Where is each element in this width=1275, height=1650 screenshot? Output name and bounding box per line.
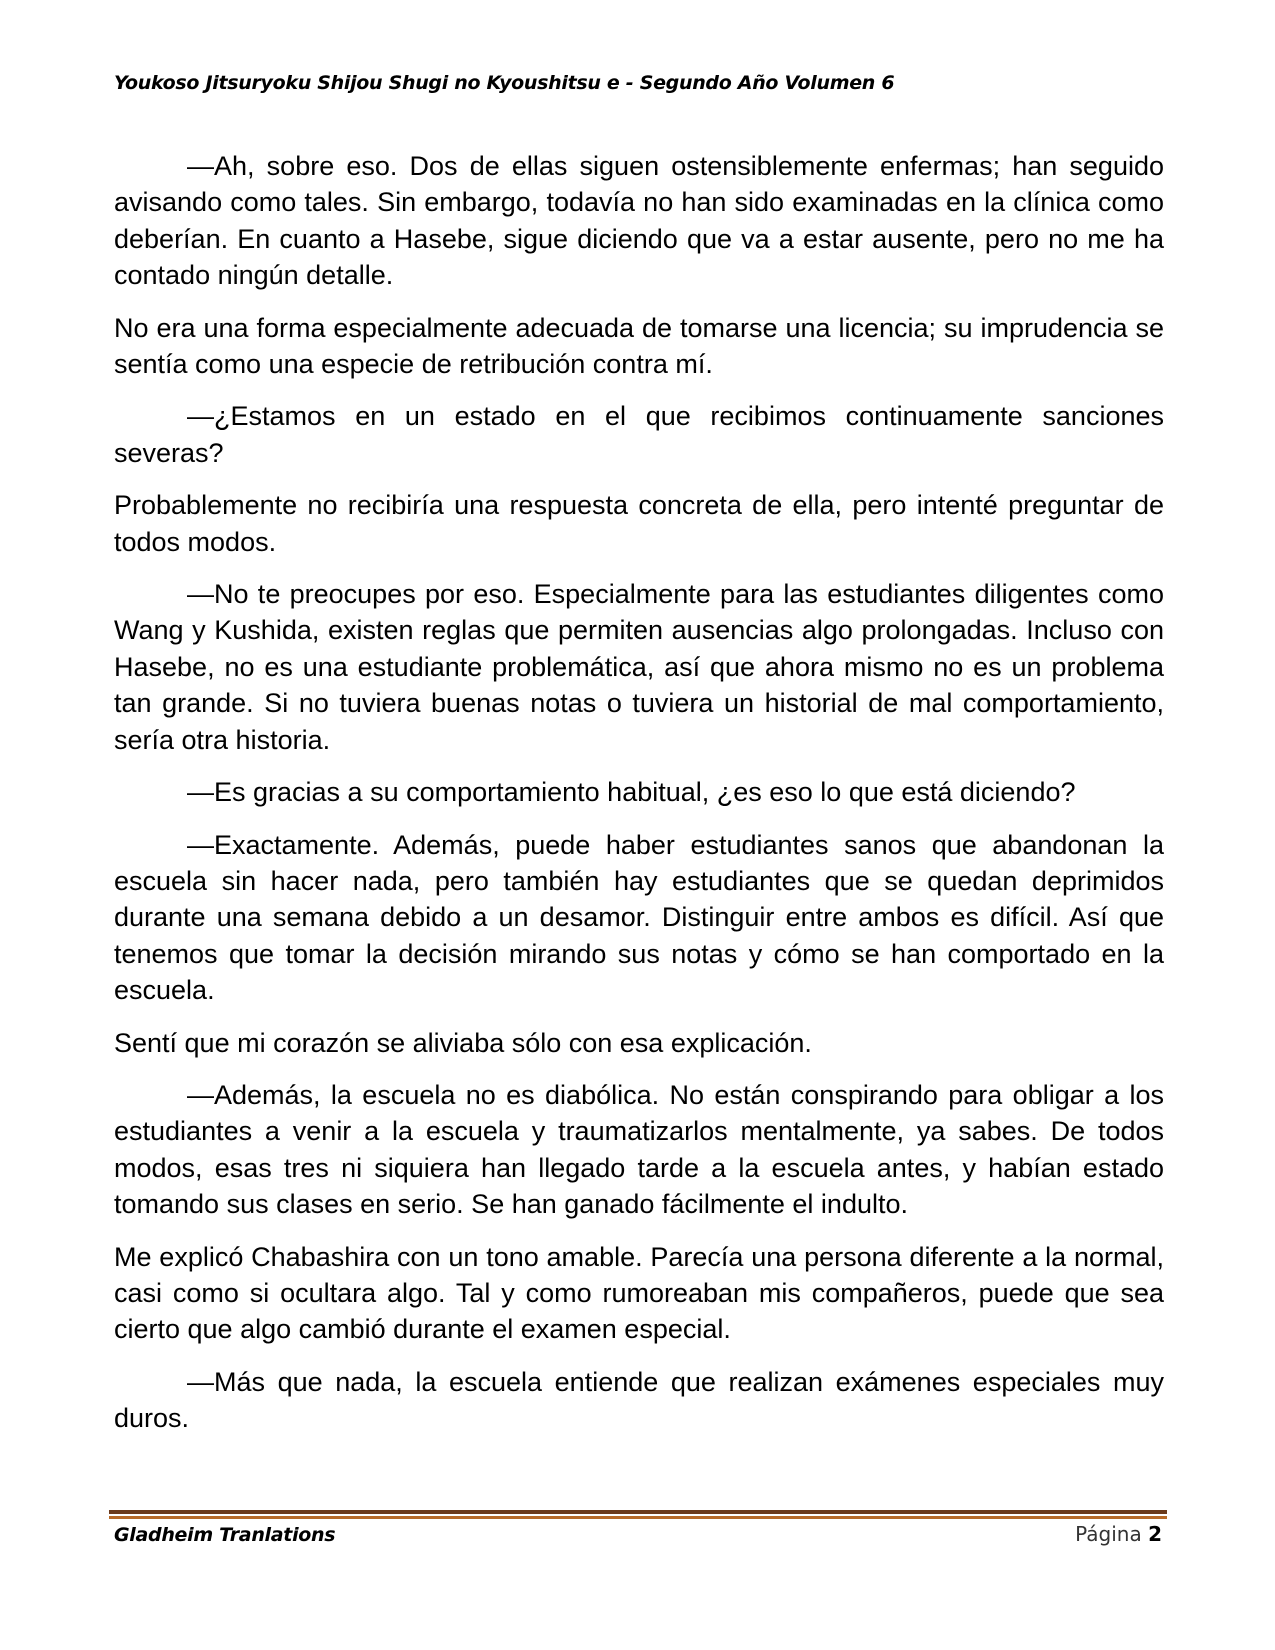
paragraph-dialogue: —¿Estamos en un estado en el que recibimos continuamente sanciones severas?	[114, 401, 1164, 468]
page-header-title: Youkoso Jitsuryoku Shijou Shugi no Kyoushitsu e - Segundo Año Volumen 6	[114, 72, 895, 94]
footer-page-indicator	[1075, 1522, 1162, 1546]
page-label: Página	[1075, 1522, 1142, 1546]
footer-publisher: Gladheim Tranlations	[114, 1524, 336, 1546]
paragraph-dialogue: —Ah, sobre eso. Dos de ellas siguen ostensiblemente enfermas; han seguido avisando como tales. Sin embargo, todavía no han sido examinadas en la clínica como deberían. En cuanto a Hasebe, sigue diciendo que va a estar ausente, pero no me ha contado ningún detalle.	[114, 151, 1164, 291]
paragraph-dialogue: —No te preocupes por eso. Especialmente para las estudiantes diligentes como Wang y Kushida, existen reglas que permiten ausencias algo prolongadas. Incluso con Hasebe, no es una estudiante problemática, así que ahora mismo no es un problema tan grande. Si no tuviera buenas notas o tuviera un historial de mal comportamiento, sería otra historia.	[114, 579, 1164, 755]
paragraph-narration: Sentí que mi corazón se aliviaba sólo con esa explicación.	[114, 1027, 812, 1058]
paragraph-dialogue: —Además, la escuela no es diabólica. No están conspirando para obligar a los estudiantes a venir a la escuela y traumatizarlos mentalmente, ya sabes. De todos modos, esas tres ni siquiera han llegado tarde a la escuela antes, y habían estado tomando sus clases en serio. Se han ganado fácilmente el indulto.	[114, 1079, 1164, 1220]
paragraph-narration: Me explicó Chabashira con un tono amable. Parecía una persona diferente a la normal, casi como si ocultara algo. Tal y como rumoreaban mis compañeros, puede que sea cierto que algo cambió durante el examen especial.	[114, 1241, 1164, 1345]
paragraph-dialogue: —Más que nada, la escuela entiende que realizan exámenes especiales muy duros.	[114, 1366, 1164, 1434]
body-text	[114, 148, 1164, 1453]
page-number: 2	[1148, 1522, 1162, 1546]
footer-divider	[109, 1510, 1167, 1519]
paragraph-dialogue: —Exactamente. Además, puede haber estudiantes sanos que abandonan la escuela sin hacer nada, pero también hay estudiantes que se quedan deprimidos durante una semana debido a un desamor. Distinguir entre ambos es difícil. Así que tenemos que tomar la decisión mirando sus notas y cómo se han comportado en la escuela.	[114, 829, 1164, 1006]
paragraph-narration: Probablemente no recibiría una respuesta concreta de ella, pero intenté preguntar de todos modos.	[114, 490, 1164, 557]
paragraph-dialogue: —Es gracias a su comportamiento habitual, ¿es eso lo que está diciendo?	[187, 777, 1076, 808]
paragraph-narration: No era una forma especialmente adecuada de tomarse una licencia; su imprudencia se sentía como una especie de retribución contra mí.	[114, 312, 1164, 380]
